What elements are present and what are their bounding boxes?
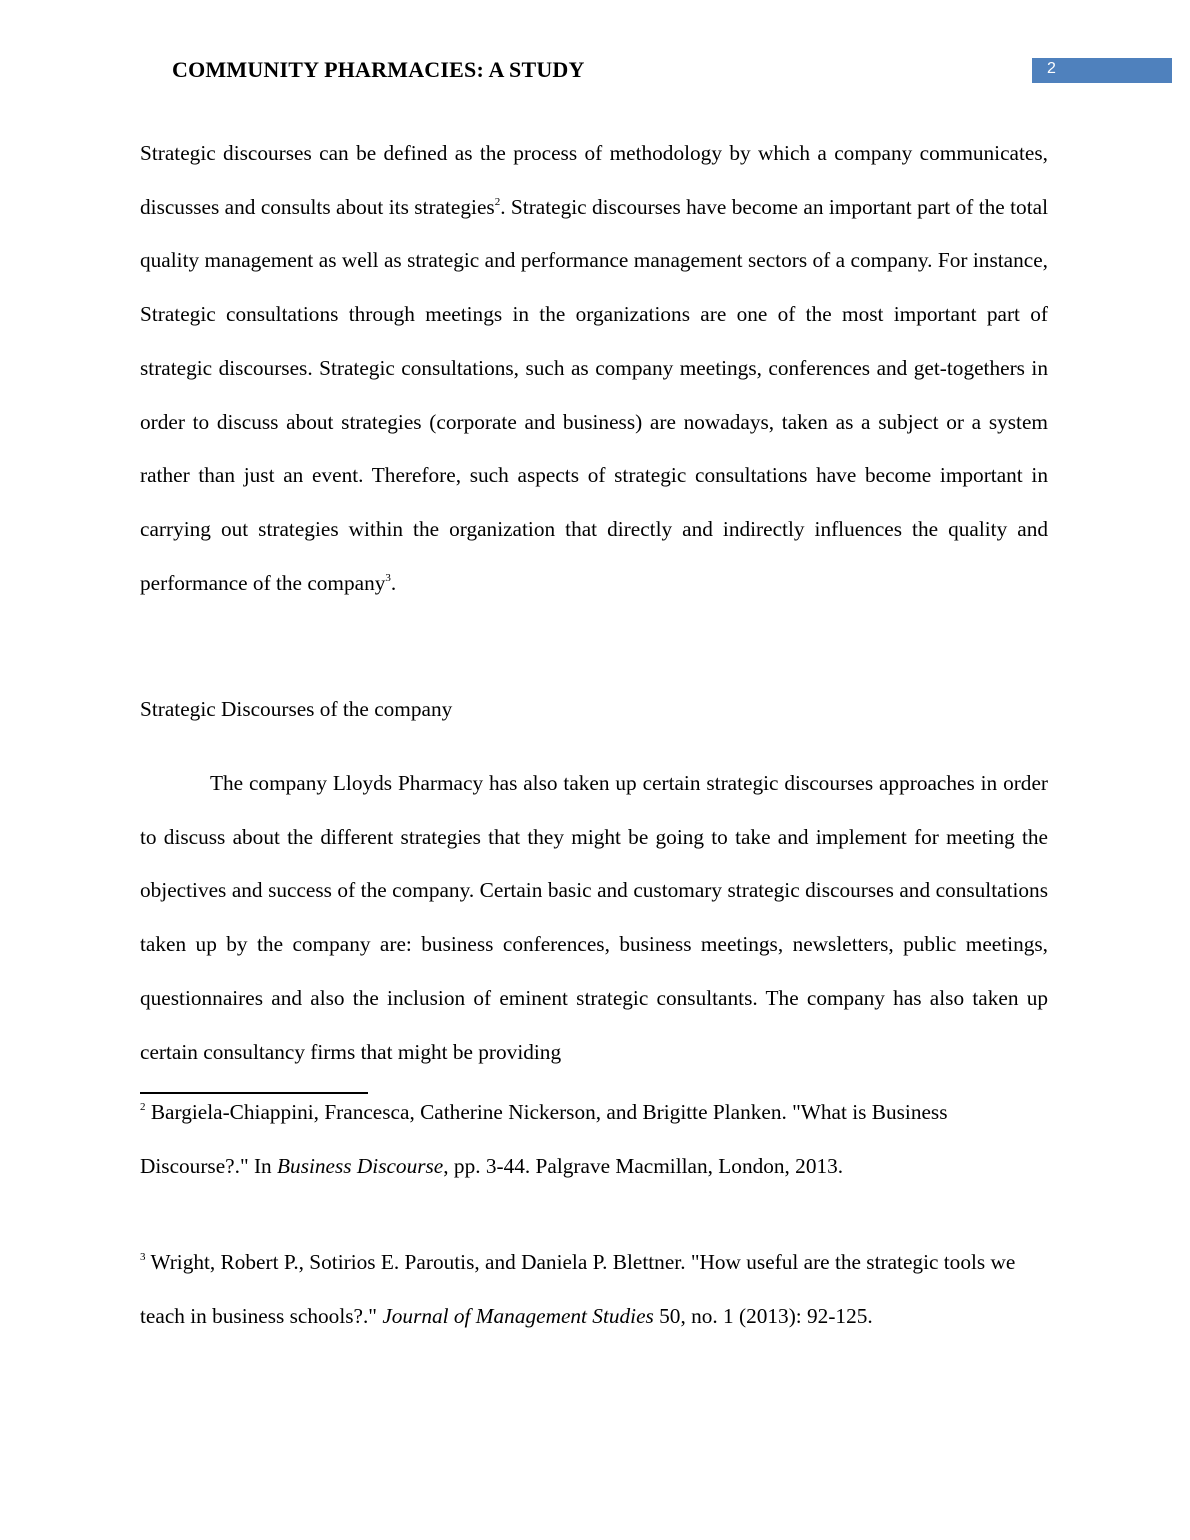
page-number-badge <box>1032 58 1172 83</box>
footnote-number: 2 <box>140 1101 146 1113</box>
footnote-ref-3: 3 <box>385 571 391 584</box>
footnote-text: , pp. 3-44. Palgrave Macmillan, London, 2013. <box>443 1153 844 1178</box>
paragraph-text: . Strategic discourses have become an important part of the total quality management as well as strategic and performance management sectors of a company. For instance, Strategic consultations through meetings in the organizations are one of the most important part of strategic discourses. Strategic consultations, such as company meetings, conferences and get-togethers in order to discuss about strategies (corporate and business) are nowadays, taken as a subject or a system rather than just an event. Therefore, such aspects of strategic consultations have become important in carrying out strategies within the organization that directly and indirectly influences the quality and performance of the company <box>140 194 1048 595</box>
footnote-text: Wright, Robert P., Sotirios E. Paroutis, and Daniela P. Blettner. "How useful are the strategic tools we teach in business schools?." <box>140 1250 1016 1328</box>
section-heading: Strategic Discourses of the company <box>140 697 453 721</box>
footnote-3 <box>140 1236 1048 1343</box>
footnote-text: Bargiela-Chiappini, Francesca, Catherine Nickerson, and Brigitte Planken. "What is Business Discourse?." In <box>140 1100 948 1178</box>
footnote-title: Business Discourse <box>277 1153 444 1178</box>
paragraph-text: Strategic discourses can be defined as the process of methodology by which a company communicates, discusses and consults about its strategies <box>140 141 1048 219</box>
footnote-title: Journal of Management Studies <box>382 1303 654 1328</box>
footnote-ref-2: 2 <box>494 195 501 208</box>
footnote-number: 3 <box>140 1251 146 1263</box>
page-number: 2 <box>1047 60 1056 77</box>
running-header-title: COMMUNITY PHARMACIES: A STUDY <box>172 57 585 82</box>
footnote-2 <box>140 1086 1048 1193</box>
footnote-text: 50, no. 1 (2013): 92-125. <box>653 1303 873 1328</box>
body-paragraph-1 <box>140 127 1048 610</box>
paragraph-text: . <box>390 570 397 595</box>
body-paragraph-2: The company Lloyds Pharmacy has also taken up certain strategic discourses approaches in order to discuss about the different strategies that they might be going to take and implement for meeting the objectives and success of the company. Certain basic and customary strategic discourses and consultations taken up by the company are: business conferences, business meetings, newsletters, public meetings, questionnaires and also the inclusion of eminent strategic consultants. The company has also taken up certain consultancy firms that might be providing <box>140 771 1048 1064</box>
